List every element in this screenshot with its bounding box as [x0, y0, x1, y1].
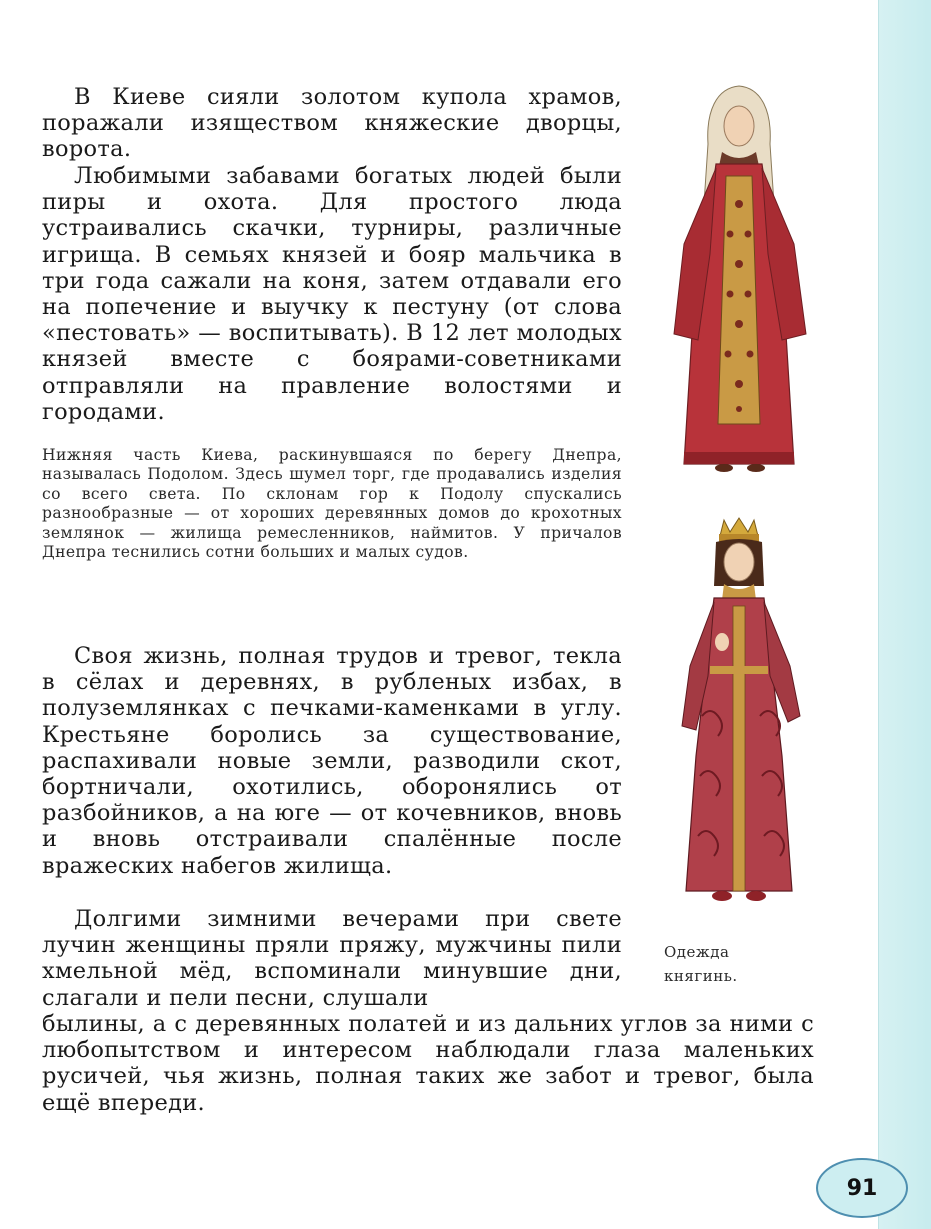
small-print-podol: Нижняя часть Киева, раскинувшаяся по берегу Днепра, называлась Подолом. Здесь шумел торг, где продавались изделия со всего света. По склонам гор к Подолу спускались разнообразные — от хороших деревянных домов до крохотных землянок — жилища ремесленников, наймитов. У причалов Днепра теснились сотни больших и малых судов. — [42, 446, 622, 562]
princess-figure-2 — [664, 516, 814, 906]
paragraph-text: Своя жизнь, полная трудов и тревог, текла в сёлах и деревнях, в рубленых избах, в полуземлянках с печками-каменками в углу. Крестьяне боролись за существование, распахивали новые земли, разводили скот, бортничали, охотились, оборонялись от разбойников, а на юге — от кочевников, вновь и вновь отстраивали спалённые после вражеских набегов жилища. — [42, 643, 622, 879]
page-margin-stripe — [878, 0, 931, 1229]
princess-figure-1 — [664, 84, 814, 474]
paragraph-text: Любимыми забавами богатых людей были пиры и охота. Для простого люда устраивались скачки, турниры, различные игрища. В семьях князей и бояр мальчика в три года сажали на коня, затем отдавали его на попечение и выучку к пестуну (от слова «пестовать» — воспитывать). В 12 лет молодых князей вместе с боярами-советниками отправляли на правление волостями и городами. — [42, 163, 622, 425]
paragraph-kiev-temples — [42, 84, 622, 163]
paragraph-text: В Киеве сияли золотом купола храмов, поражали изяществом княжеские дворцы, ворота. — [42, 84, 622, 163]
paragraph-winter-evenings — [42, 906, 622, 1011]
paragraph-text: Долгими зимними вечерами при свете лучин женщины пряли пряжу, мужчины пили хмельной мёд, вспоминали минувшие дни, слагали и пели песни, слушали — [42, 906, 622, 1011]
figure-caption: Одежда княгинь. — [664, 943, 738, 985]
paragraph-winter-evenings-cont: былины, а с деревянных полатей и из дальних углов за ними с любопытством и интересом наблюдали глаза маленьких русичей, чья жизнь, полная таких же забот и тревог, была ещё впереди. — [42, 1011, 814, 1116]
paragraph-village-life — [42, 643, 622, 879]
paragraph-entertainment — [42, 163, 622, 425]
page-number-badge: 91 — [816, 1158, 908, 1218]
